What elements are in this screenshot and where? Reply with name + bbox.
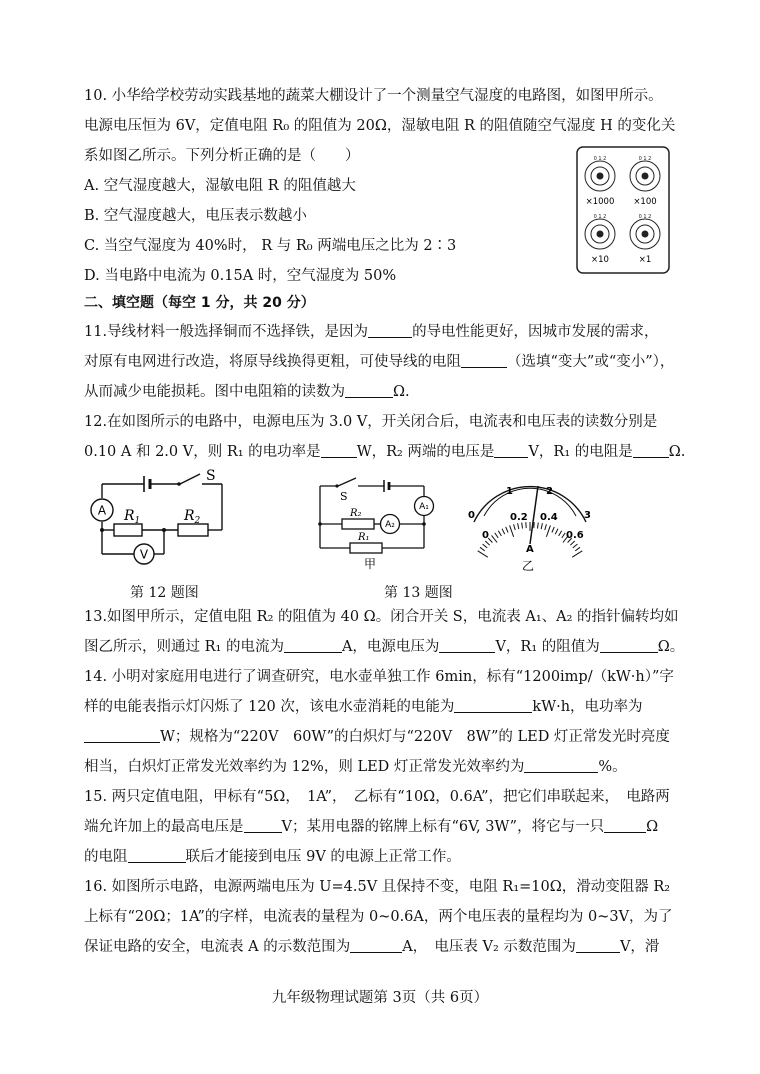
dial-label-1000: ×1000 [585, 197, 615, 207]
dial-tick [555, 529, 558, 534]
q14-blank-3[interactable] [524, 758, 598, 773]
q14-text-2a: 样的电能表指示灯闪烁了 120 次，该电水壶消耗的电能为 [84, 699, 455, 715]
q11-text-3a: 从而减少电能损耗。图中电阻箱的读数为 [84, 384, 345, 400]
q11-text-2b: （选填“变大”或“变小”）， [507, 354, 675, 370]
q14-text-4b: %。 [598, 759, 627, 775]
dial-tick [541, 523, 542, 529]
q10-option-a: A. 空气湿度越大，湿敏电阻 R 的阻值越大 [84, 178, 356, 194]
q16-text-3a: 保证电路的安全，电流表 A 的示数范围为 [84, 939, 351, 955]
fig12-r2-label: $R_2$ [184, 508, 201, 526]
resistance-box-figure [576, 146, 670, 274]
q14-line3 [84, 727, 670, 747]
q14-line1: 14. 小明对家庭用电进行了调查研究，电水壶单独工作 6min，标有“1200imp/（kW·h）”字 [84, 669, 674, 685]
q10-option-c: C. 当空气湿度为 40%时， R 与 R₀ 两端电压之比为 2∶3 [84, 238, 457, 254]
q15-text-2c: Ω [646, 819, 659, 835]
q12-blank-2[interactable] [494, 443, 528, 458]
section2-title: 二、填空题（每空 1 分，共 20 分） [84, 295, 315, 311]
fig13-r2-label: R₂ [350, 508, 362, 519]
dial-top-0: 0 [468, 510, 475, 521]
dial-label-10: ×10 [591, 255, 609, 265]
q11-text-2a: 对原有电网进行改造，将原导线换得更粗，可使导线的电阻 [84, 354, 461, 370]
q16-line2: 上标有“20Ω；1A”的字样，电流表的量程为 0~0.6A，两个电压表的量程均为 0~3V，为了 [84, 909, 673, 925]
q15-line1: 15. 两只定值电阻，甲标有“5Ω， 1A”， 乙标有“10Ω，0.6A”，把它们串联起来， 电路两 [84, 789, 670, 805]
q13-text-2c: V，R₁ 的阻值为 [495, 639, 600, 655]
dial-tick [522, 523, 523, 529]
q14-blank-2[interactable] [84, 728, 160, 743]
fig13-a1-label: A₁ [419, 502, 429, 512]
q13-text-2d: Ω。 [657, 639, 685, 655]
q13-text-2b: A，电源电压为 [341, 639, 440, 655]
svg-text:0 1 2: 0 1 2 [593, 156, 607, 162]
q15-text-3b: 联后才能接到电压 9V 的电源上正常工作。 [185, 849, 461, 865]
q14-text-2b: kW·h，电功率为 [532, 699, 643, 715]
dial-bottom-0.6: 0.6 [566, 530, 584, 541]
dial-tick [498, 531, 501, 536]
dial-tick [546, 525, 550, 536]
page-footer: 九年级物理试题第 3页（共 6页） [271, 990, 489, 1006]
q15-blank-2[interactable] [604, 818, 646, 833]
q12-line2 [84, 442, 685, 462]
q16-line3 [84, 937, 659, 957]
dial-tick [573, 544, 578, 548]
dial-tick [552, 527, 554, 533]
fig13-switch-label: S [340, 490, 348, 503]
dial-label-1: ×1 [638, 255, 652, 265]
svg-text:0 1 2: 0 1 2 [593, 214, 607, 220]
dial-tick [572, 551, 582, 557]
q13-blank-3[interactable] [600, 638, 658, 653]
q16-text-3b: A， 电压表 V₂ 示数范围为 [402, 939, 576, 955]
q11-line2 [84, 352, 674, 372]
q11-text-3b: Ω. [393, 384, 410, 400]
q14-line4 [84, 757, 627, 777]
fig13-ammeter-dial [462, 480, 598, 572]
dial-pointer [530, 486, 538, 544]
fig13-r1-label: R₁ [358, 532, 370, 543]
q15-text-2a: 端允许加上的最高电压是 [84, 819, 244, 835]
q11-text-1b: 的导电性能更好，因城市发展的需求， [412, 324, 659, 340]
dial-tick [483, 544, 488, 548]
fig13-circuit [314, 476, 444, 572]
fig12-ammeter-label: A [97, 503, 107, 518]
q10-option-d: D. 当电路中电流为 0.15A 时，空气湿度为 50% [84, 268, 397, 284]
dial-bottom-0.4: 0.4 [540, 512, 558, 523]
q10-option-b: B. 空气湿度越大，电压表示数越小 [84, 208, 307, 224]
dial-tick [575, 547, 580, 551]
dial-tick [559, 531, 562, 536]
q12-blank-3[interactable] [633, 443, 669, 458]
q12-text-2b: W，R₂ 两端的电压是 [356, 444, 495, 460]
q12-text-2c: V，R₁ 的电阻是 [528, 444, 633, 460]
dial-tick [510, 525, 514, 536]
q15-line3 [84, 847, 461, 867]
q11-blank-1[interactable] [368, 323, 412, 338]
q14-line2 [84, 697, 643, 717]
dial-tick [502, 529, 505, 534]
q16-line1: 16. 如图所示电路，电源两端电压为 U=4.5V 且保持不变，电阻 R₁=10Ω，滑动变阻器 R₂ [84, 879, 671, 895]
dial-tick [492, 535, 498, 542]
q11-line1 [84, 322, 659, 342]
q15-line2 [84, 817, 658, 837]
q16-text-3c: V，滑 [619, 939, 660, 955]
q13-text-2a: 图乙所示，则通过 R₁ 的电流为 [84, 639, 284, 655]
q14-text-4a: 相当，白炽灯正常发光效率约为 12%，则 LED 灯正常发光效率约为 [84, 759, 525, 775]
q11-blank-3[interactable] [345, 383, 393, 398]
fig13-label-yi: 乙 [522, 559, 535, 572]
dial-tick [478, 551, 488, 557]
fig12-caption: 第 12 题图 [130, 585, 199, 601]
svg-text:0 1 2: 0 1 2 [638, 214, 652, 220]
fig12-switch-label: S [206, 468, 216, 484]
dial-tick [518, 523, 519, 529]
q15-blank-3[interactable] [128, 848, 186, 863]
q13-line2 [84, 637, 684, 657]
q15-text-2b: V；某用电器的铭牌上标有“6V, 3W”，将它与一只 [281, 819, 605, 835]
q10-line2: 电源电压恒为 6V，定值电阻 R₀ 的阻值为 20Ω，湿敏电阻 R 的阻值随空气湿度 H 的变化关 [84, 118, 676, 134]
q12-text-2a: 0.10 A 和 2.0 V，则 R₁ 的电功率是 [84, 444, 321, 460]
q12-blank-1[interactable] [321, 443, 357, 458]
dial-bottom-0: 0 [482, 530, 489, 541]
q14-blank-1[interactable] [454, 698, 532, 713]
q16-blank-2[interactable] [576, 938, 620, 953]
dial-tick [495, 533, 498, 538]
q11-line3 [84, 382, 410, 402]
q11-text-1a: 11.导线材料一般选择铜而不选择铁，是因为 [84, 324, 369, 340]
dial-top-3: 3 [584, 510, 591, 521]
dial-top-2: 2 [546, 486, 553, 497]
dial-top-1: 1 [506, 486, 513, 497]
q13-line1: 13.如图甲所示，定值电阻 R₂ 的阻值为 40 Ω。闭合开关 S，电流表 A₁、A₂ 的指针偏转均如 [84, 609, 679, 625]
dial-tick [514, 524, 516, 530]
dial-tick [480, 547, 485, 551]
q13-blank-2[interactable] [439, 638, 495, 653]
fig13-a2-label: A₂ [385, 520, 395, 530]
dial-tick [506, 527, 508, 533]
q13-blank-1[interactable] [284, 638, 342, 653]
fig12-r1-label: $R_1$ [124, 508, 141, 526]
dial-unit: A [526, 544, 534, 555]
q12-line1: 12.在如图所示的电路中，电源电压为 3.0 V，开关闭合后，电流表和电压表的读数分别是 [84, 414, 658, 430]
q11-blank-2[interactable] [461, 353, 507, 368]
dial-tick [562, 533, 565, 538]
q12-text-2d: Ω. [668, 444, 686, 460]
q14-text-3a: W；规格为“220V 60W”的白炽灯与“220V 8W”的 LED 灯正常发光时亮度 [160, 729, 670, 745]
fig13-caption: 第 13 题图 [384, 585, 453, 601]
svg-text:0 1 2: 0 1 2 [638, 156, 652, 162]
dial-tick [545, 524, 547, 530]
q15-blank-1[interactable] [244, 818, 282, 833]
dial-label-100: ×100 [633, 197, 657, 207]
dial-bottom-0.2: 0.2 [510, 512, 528, 523]
q16-blank-1[interactable] [350, 938, 402, 953]
fig12-circuit [88, 468, 230, 572]
fig13-label-jia: 甲 [364, 557, 377, 571]
q10-line3: 系如图乙所示。下列分析正确的是（ ） [84, 148, 360, 164]
dial-tick [485, 541, 489, 545]
dial-tick [570, 541, 574, 545]
dial-tick [538, 523, 539, 529]
fig12-voltmeter-label: V [139, 547, 149, 562]
q10-line1: 10. 小华给学校劳动实践基地的蔬菜大棚设计了一个测量空气湿度的电路图，如图甲所示。 [84, 88, 663, 104]
q15-text-3a: 的电阻 [84, 849, 128, 865]
